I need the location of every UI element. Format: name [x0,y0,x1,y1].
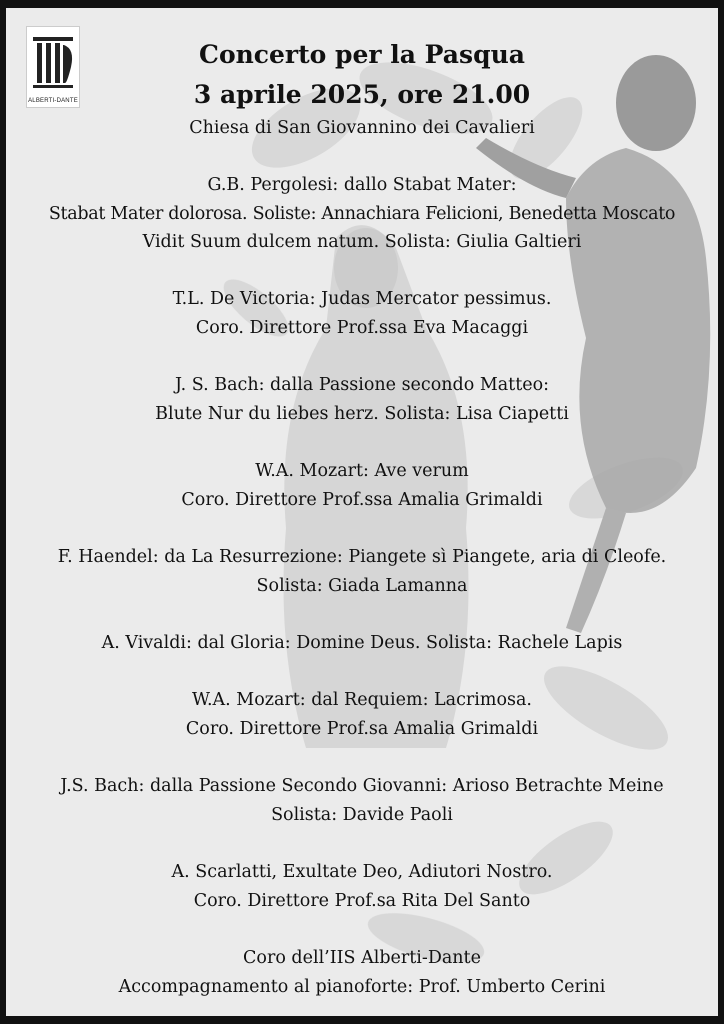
program-line: J.S. Bach: dalla Passione Secondo Giovanni: Arioso Betrachte Meine [60,776,664,796]
program-line: Coro. Direttore Prof.ssa Eva Macaggi [195,318,529,338]
program-line: Coro. Direttore Prof.sa Rita Del Santo [193,891,531,911]
program-line: T.L. De Victoria: Judas Mercator pessimus. [172,289,552,309]
logo-text: ALBERTI-DANTE [28,98,78,104]
program-line: G.B. Pergolesi: dallo Stabat Mater: [207,175,517,195]
program-line: Coro dell’IIS Alberti-Dante [243,948,481,968]
program-line: W.A. Mozart: dal Requiem: Lacrimosa. [192,690,532,710]
program-line: Solista: Giada Lamanna [256,576,468,596]
program-line: J. S. Bach: dalla Passione secondo Matteo: [174,375,550,395]
concert-datetime: 3 aprile 2025, ore 21.00 [193,80,531,109]
program-line: Coro. Direttore Prof.sa Amalia Grimaldi [185,719,539,739]
concert-title: Concerto per la Pasqua [199,40,525,69]
program-line: Vidit Suum dulcem natum. Solista: Giulia Galtieri [142,232,582,252]
program-line: Coro. Direttore Prof.ssa Amalia Grimaldi [181,490,543,510]
program-line: Stabat Mater dolorosa. Soliste: Annachiara Felicioni, Benedetta Moscato [48,204,676,224]
program-line: A. Scarlatti, Exultate Deo, Adiutori Nostro. [171,862,553,882]
program-line: A. Vivaldi: dal Gloria: Domine Deus. Solista: Rachele Lapis [101,633,623,653]
concert-venue: Chiesa di San Giovannino dei Cavalieri [189,118,535,138]
program-line: F. Haendel: da La Resurrezione: Piangete sì Piangete, aria di Cleofe. [57,547,667,567]
program-line: Accompagnamento al pianoforte: Prof. Umberto Cerini [118,977,606,997]
program-line: Blute Nur du liebes herz. Solista: Lisa Ciapetti [155,404,569,424]
program-line: Solista: Davide Paoli [271,805,453,825]
concert-poster [6,8,718,1016]
program-line: W.A. Mozart: Ave verum [255,461,469,481]
